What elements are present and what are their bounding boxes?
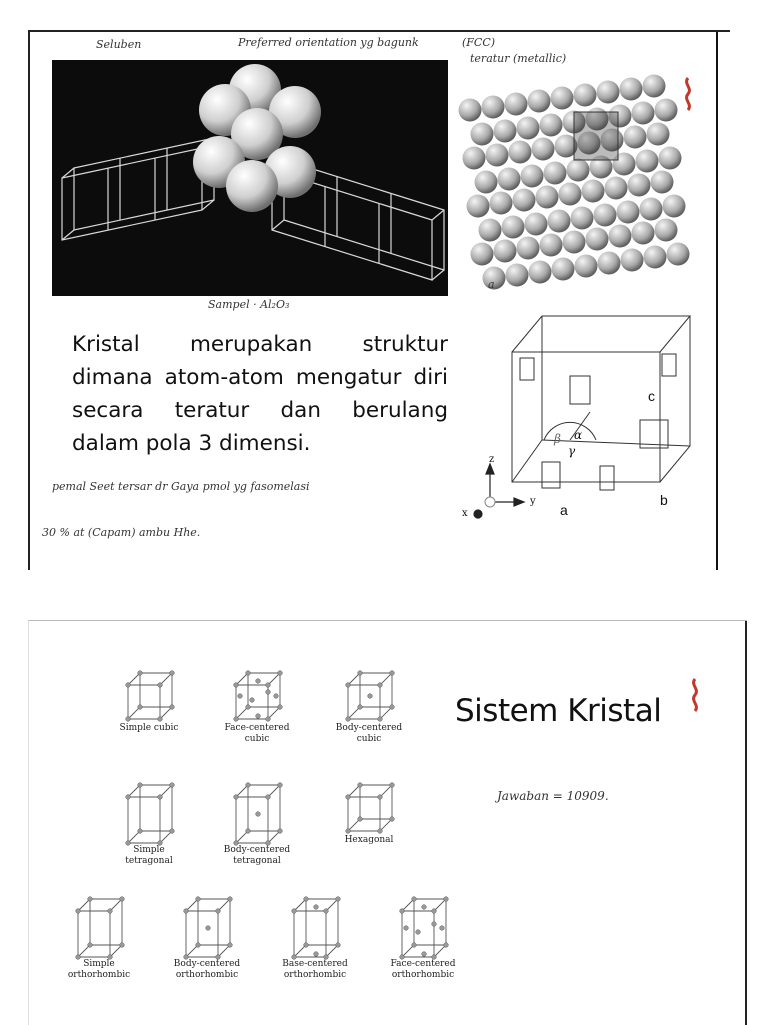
handwritten-note-line-1: pemal Seet tersar dr Gaya pmol yg fasomelasi bbox=[52, 480, 310, 493]
cell-label-c: c bbox=[648, 388, 655, 404]
lattice-caption bbox=[157, 959, 257, 981]
handwritten-note-line-2: 30 % at (Capam) ambu Hhe. bbox=[42, 526, 201, 539]
atom-sphere bbox=[624, 126, 647, 149]
lattice-caption-line2: cubic bbox=[244, 734, 270, 744]
atom-sphere bbox=[617, 201, 640, 224]
lattice-caption-line2: orthorhombic bbox=[391, 970, 455, 980]
atom-sphere bbox=[498, 168, 521, 191]
atom-sphere bbox=[517, 117, 540, 140]
lattice-caption-line1: Hexagonal bbox=[344, 835, 394, 845]
handwritten-answer-note: Jawaban = 10909. bbox=[497, 789, 609, 803]
handwritten-note-top-mid: Preferred orientation yg bagunk bbox=[238, 36, 419, 49]
unit-cell-diagram bbox=[460, 310, 720, 520]
atom-sphere bbox=[594, 204, 617, 227]
atom-sphere bbox=[459, 99, 482, 122]
lattice-caption bbox=[49, 959, 149, 981]
atom-sphere bbox=[647, 123, 670, 146]
handwritten-note-top-left: Seluben bbox=[96, 38, 142, 51]
lattice-caption-line1: Body-centered bbox=[223, 845, 291, 855]
angle-label-beta: β bbox=[554, 432, 561, 446]
lattice-caption-line1: Face-centered bbox=[390, 959, 456, 969]
axis-label-z: z bbox=[489, 454, 495, 465]
handwritten-sample-caption: Sampel · Al₂O₃ bbox=[208, 298, 290, 311]
slide-crystal-systems bbox=[28, 620, 747, 1025]
lattice-caption-line1: Simple cubic bbox=[119, 723, 179, 733]
atom-sphere bbox=[663, 195, 686, 218]
atom-sphere bbox=[559, 183, 582, 206]
atom-sphere bbox=[471, 123, 494, 146]
atom-sphere bbox=[528, 90, 551, 113]
atom-sphere bbox=[575, 255, 598, 278]
atom-sphere bbox=[571, 207, 594, 230]
angle-label-gamma: γ bbox=[568, 444, 576, 458]
atom-sphere bbox=[582, 180, 605, 203]
atom-sphere bbox=[479, 219, 502, 242]
slide-title: Sistem Kristal bbox=[455, 693, 662, 729]
atom-sphere bbox=[482, 96, 505, 119]
atom-sphere bbox=[651, 171, 674, 194]
lattice-diagram bbox=[114, 665, 184, 731]
lattice-diagram bbox=[114, 777, 184, 843]
lattice-caption bbox=[373, 959, 473, 981]
lattice-diagram bbox=[280, 891, 350, 957]
atom-sphere bbox=[621, 249, 644, 272]
lattice-caption-line2: orthorhombic bbox=[283, 970, 347, 980]
lattice-caption-line2: tetragonal bbox=[233, 856, 281, 866]
atom-sphere bbox=[463, 147, 486, 170]
angle-label-alpha: α bbox=[574, 428, 583, 442]
atom-sphere bbox=[471, 243, 494, 266]
bookmark-mark bbox=[682, 76, 694, 116]
lattice-caption-line1: Simple bbox=[133, 845, 165, 855]
bookmark-mark bbox=[689, 677, 701, 713]
handwritten-note-top-right-1: (FCC) bbox=[462, 36, 496, 49]
page-gap bbox=[0, 570, 768, 620]
atom-sphere bbox=[655, 99, 678, 122]
lattice-caption-line2: tetragonal bbox=[125, 856, 173, 866]
lattice-caption-line1: Body-centered bbox=[173, 959, 241, 969]
atom-sphere bbox=[475, 171, 498, 194]
atom-sphere bbox=[548, 210, 571, 233]
handwritten-mark: a bbox=[488, 278, 495, 291]
atom-sphere bbox=[620, 78, 643, 101]
atom-sphere bbox=[598, 252, 621, 275]
atom-sphere bbox=[567, 159, 590, 182]
lattice-caption-line2: cubic bbox=[356, 734, 382, 744]
lattice-photo-drawing bbox=[52, 60, 448, 296]
atom-sphere bbox=[529, 261, 552, 284]
atom-sphere bbox=[494, 240, 517, 263]
lattice-caption bbox=[99, 723, 199, 734]
atom-sphere bbox=[667, 243, 690, 266]
lattice-diagram bbox=[172, 891, 242, 957]
atom-sphere bbox=[586, 228, 609, 251]
atom-sphere bbox=[525, 213, 548, 236]
atom-sphere bbox=[636, 150, 659, 173]
lattice-caption bbox=[265, 959, 365, 981]
atom-sphere bbox=[640, 198, 663, 221]
lattice-caption bbox=[319, 835, 419, 846]
atom-sphere bbox=[506, 264, 529, 287]
atom-sphere bbox=[536, 186, 559, 209]
atom-sphere bbox=[563, 231, 586, 254]
lattice-caption-line1: Base-centered bbox=[282, 959, 348, 969]
cell-label-a: a bbox=[560, 502, 568, 518]
atom-sphere bbox=[540, 114, 563, 137]
lattice-caption bbox=[207, 723, 307, 745]
atom-sphere bbox=[628, 174, 651, 197]
axis-label-x: x bbox=[462, 508, 468, 519]
lattice-caption bbox=[319, 723, 419, 745]
atom-sphere bbox=[609, 225, 632, 248]
atom-sphere bbox=[521, 165, 544, 188]
atom-sphere bbox=[632, 222, 655, 245]
lattice-caption-line1: Face-centered bbox=[224, 723, 290, 733]
atom-sphere bbox=[517, 237, 540, 260]
atom-sphere bbox=[643, 75, 666, 98]
atom-sphere bbox=[502, 216, 525, 239]
atom-sphere bbox=[574, 84, 597, 107]
lattice-caption-line2: orthorhombic bbox=[175, 970, 239, 980]
atom-sphere bbox=[644, 246, 667, 269]
atom-sphere bbox=[490, 192, 513, 215]
handwritten-note-top-right-2: teratur (metallic) bbox=[470, 52, 567, 65]
atom-sphere bbox=[552, 258, 575, 281]
lattice-caption-line2: orthorhombic bbox=[67, 970, 131, 980]
atom-sphere bbox=[486, 144, 509, 167]
lattice-diagram bbox=[334, 777, 404, 843]
atom-sphere bbox=[605, 177, 628, 200]
crystal-definition-text: Kristal merupakan struktur dimana atom-atom mengatur diri secara teratur dan berulang dalam pola 3 dimensi. bbox=[72, 332, 448, 456]
lattice-diagram bbox=[222, 665, 292, 731]
slide-border bbox=[745, 621, 747, 1025]
lattice-caption bbox=[99, 845, 199, 867]
atom-sphere bbox=[597, 81, 620, 104]
atom-sphere bbox=[655, 219, 678, 242]
lattice-diagram bbox=[64, 891, 134, 957]
atom-sphere bbox=[513, 189, 536, 212]
atom-sphere bbox=[494, 120, 517, 143]
atom-packing-diagram bbox=[456, 76, 686, 286]
atom-sphere bbox=[532, 138, 555, 161]
highlighted-unit-cell bbox=[574, 112, 618, 160]
atom-sphere bbox=[540, 234, 563, 257]
cell-label-b: b bbox=[660, 492, 668, 508]
atom-sphere bbox=[544, 162, 567, 185]
lattice-diagram bbox=[334, 665, 404, 731]
lattice-caption bbox=[207, 845, 307, 867]
atom-sphere bbox=[632, 102, 655, 125]
lattice-caption-line1: Simple bbox=[83, 959, 115, 969]
lattice-photo bbox=[52, 60, 448, 296]
lattice-diagram bbox=[222, 777, 292, 843]
axis-label-y: y bbox=[530, 496, 536, 507]
binder-hole-mark bbox=[28, 661, 39, 701]
atom-sphere bbox=[505, 93, 528, 116]
slide-crystal-definition bbox=[28, 30, 730, 570]
lattice-diagram bbox=[388, 891, 458, 957]
lattice-caption-line1: Body-centered bbox=[335, 723, 403, 733]
atom-sphere bbox=[551, 87, 574, 110]
atom-sphere bbox=[509, 141, 532, 164]
atom-sphere bbox=[659, 147, 682, 170]
atom-sphere bbox=[467, 195, 490, 218]
